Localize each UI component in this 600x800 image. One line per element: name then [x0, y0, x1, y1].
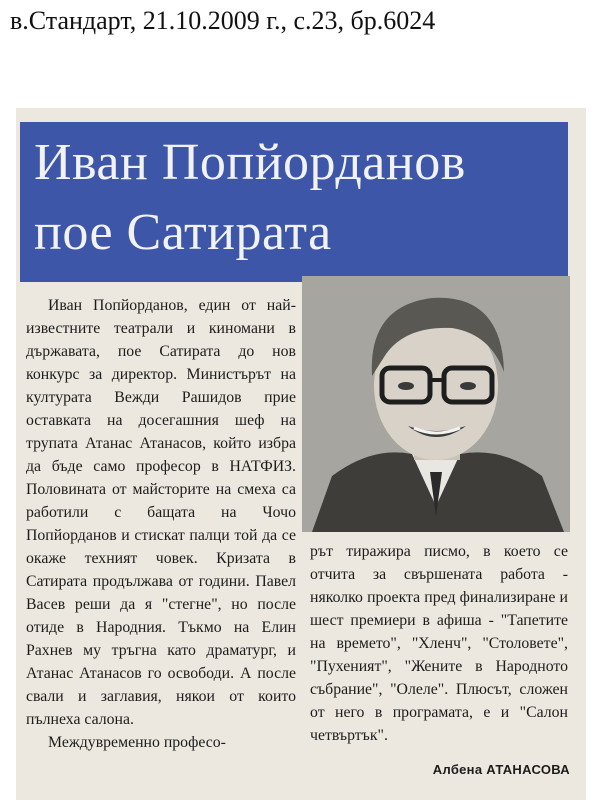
portrait-illustration [302, 276, 570, 532]
article-column-left [26, 294, 296, 754]
headline-line-1: Иван Попйорданов [34, 134, 466, 191]
article-paragraph-1: Иван Попйорданов, един от най-известните театрали и киномани в държавата, пое Сатирата до нов конкурс за директор. Министърът на културата Вежди Рашидов прие оставката на досегашния шеф на трупата Атанас Атанасов, който избра да бъде само професор в НАТФИЗ. Половината от майсторите на смеха са работили с бащата на Чочо Попйорданов и стискат палци той да се окаже техният човек. Кризата в Сатирата продължава от години. Павел Васев реши да я "стегне", но после отиде в Народния. Тъкмо на Елин Рахнев му тръгна като драматург, и Атанас Атанасов го освободи. А после свали и заглавия, някои от които пълнеха салона. [26, 297, 296, 728]
article-column-right [310, 540, 568, 747]
article-paragraph-3: рът тиражира писмо, в което се отчита за свършената работа - няколко проекта пред финализиране и шест премиери в афиша - "Тапетите на времето", "Хленч", "Столовете", "Пухеният", "Жените в Народното събрание", "Олеле". Плюсът, сложен от него в програмата, е и "Салон четвъртък". [310, 543, 568, 744]
portrait-photo-icon [302, 276, 570, 532]
newspaper-clipping [16, 108, 586, 800]
headline-line-2: пое Сатирата [34, 204, 332, 261]
source-line: в.Стандарт, 21.10.2009 г., с.23, бр.6024 [10, 6, 436, 35]
article-paragraph-2: Междувременно професо- [48, 734, 226, 751]
headline-banner [20, 122, 568, 282]
author-byline: Албена АТАНАСОВА [432, 762, 570, 777]
